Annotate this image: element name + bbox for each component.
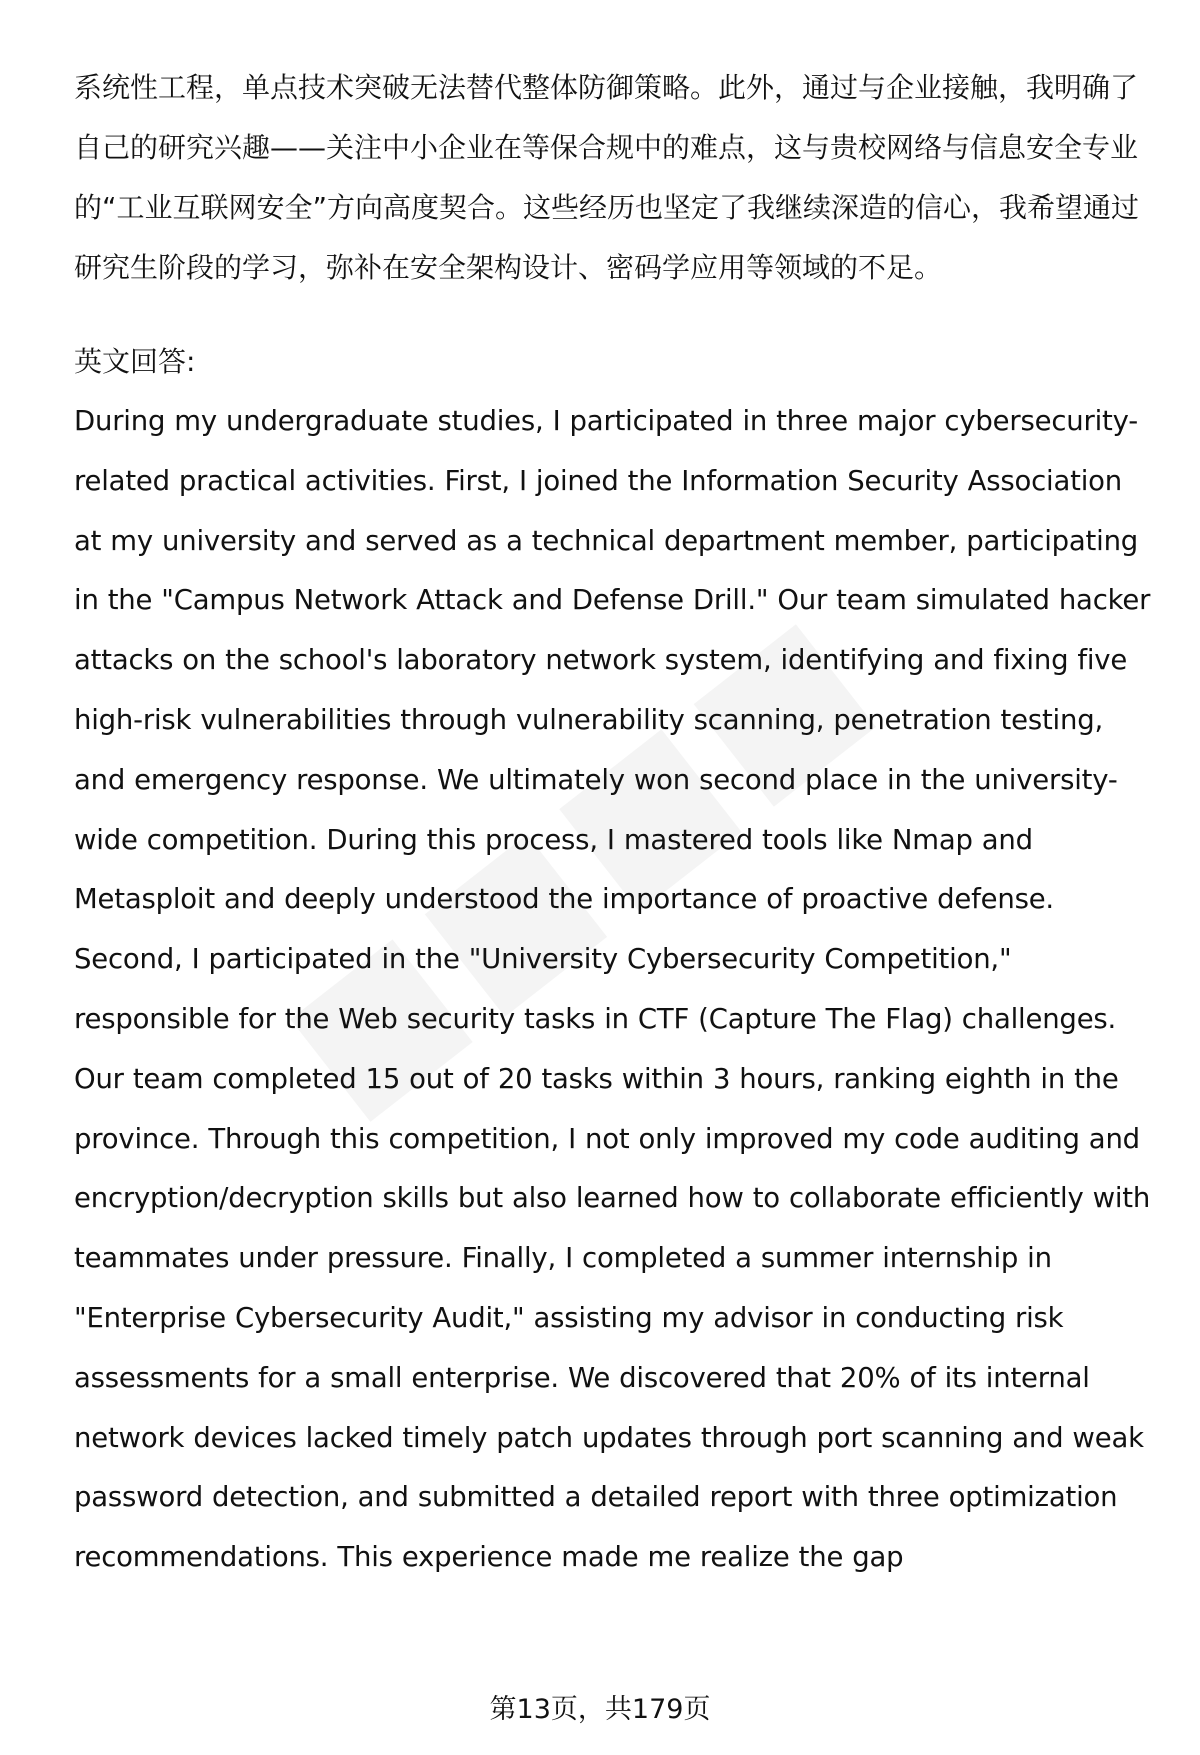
chinese-answer-paragraph: 系统性工程，单点技术突破无法替代整体防御策略。此外，通过与企业接触，我明确了自己的研究兴趣——关注中小企业在等保合规中的难点，这与贵校网络与信息安全专业的“工业互联网安全”方向高度契合。这些经历也坚定了我继续深造的信心，我希望通过研究生阶段的学习，弥补在安全架构设计、密码学应用等领域的不足。: [74, 71, 1140, 284]
document-body: [74, 58, 1154, 1588]
english-answer-paragraph: During my undergraduate studies, I participated in three major cybersecurity-related practical activities. First, I joined the Information Security Association at my university and served as a technical department member, participating in the "Campus Network Attack and Defense Drill." Our team simulated hacker attacks on the school's laboratory network system, identifying and fixing five high-risk vulnerabilities through vulnerability scanning, penetration testing, and emergency response. We ultimately won second place in the university-wide competition. During this process, I mastered tools like Nmap and Metasploit and deeply understood the importance of proactive defense. Second, I participated in the "University Cybersecurity Competition," responsible for the Web security tasks in CTF (Capture The Flag) challenges. Our team completed 15 out of 20 tasks within 3 hours, ranking eighth in the province. Through this competition, I not only improved my code auditing and encryption/decryption skills but also learned how to collaborate efficiently with teammates under pressure. Finally, I completed a summer internship in "Enterprise Cybersecurity Audit," assisting my advisor in conducting risk assessments for a small enterprise. We discovered that 20% of its internal network devices lacked timely patch updates through port scanning and weak password detection, and submitted a detailed report with three optimization recommendations. This experience made me realize the gap: [74, 405, 1151, 1574]
page-number-footer: 第13页，共179页: [489, 1694, 711, 1725]
english-answer-label: 英文回答:: [74, 345, 196, 378]
